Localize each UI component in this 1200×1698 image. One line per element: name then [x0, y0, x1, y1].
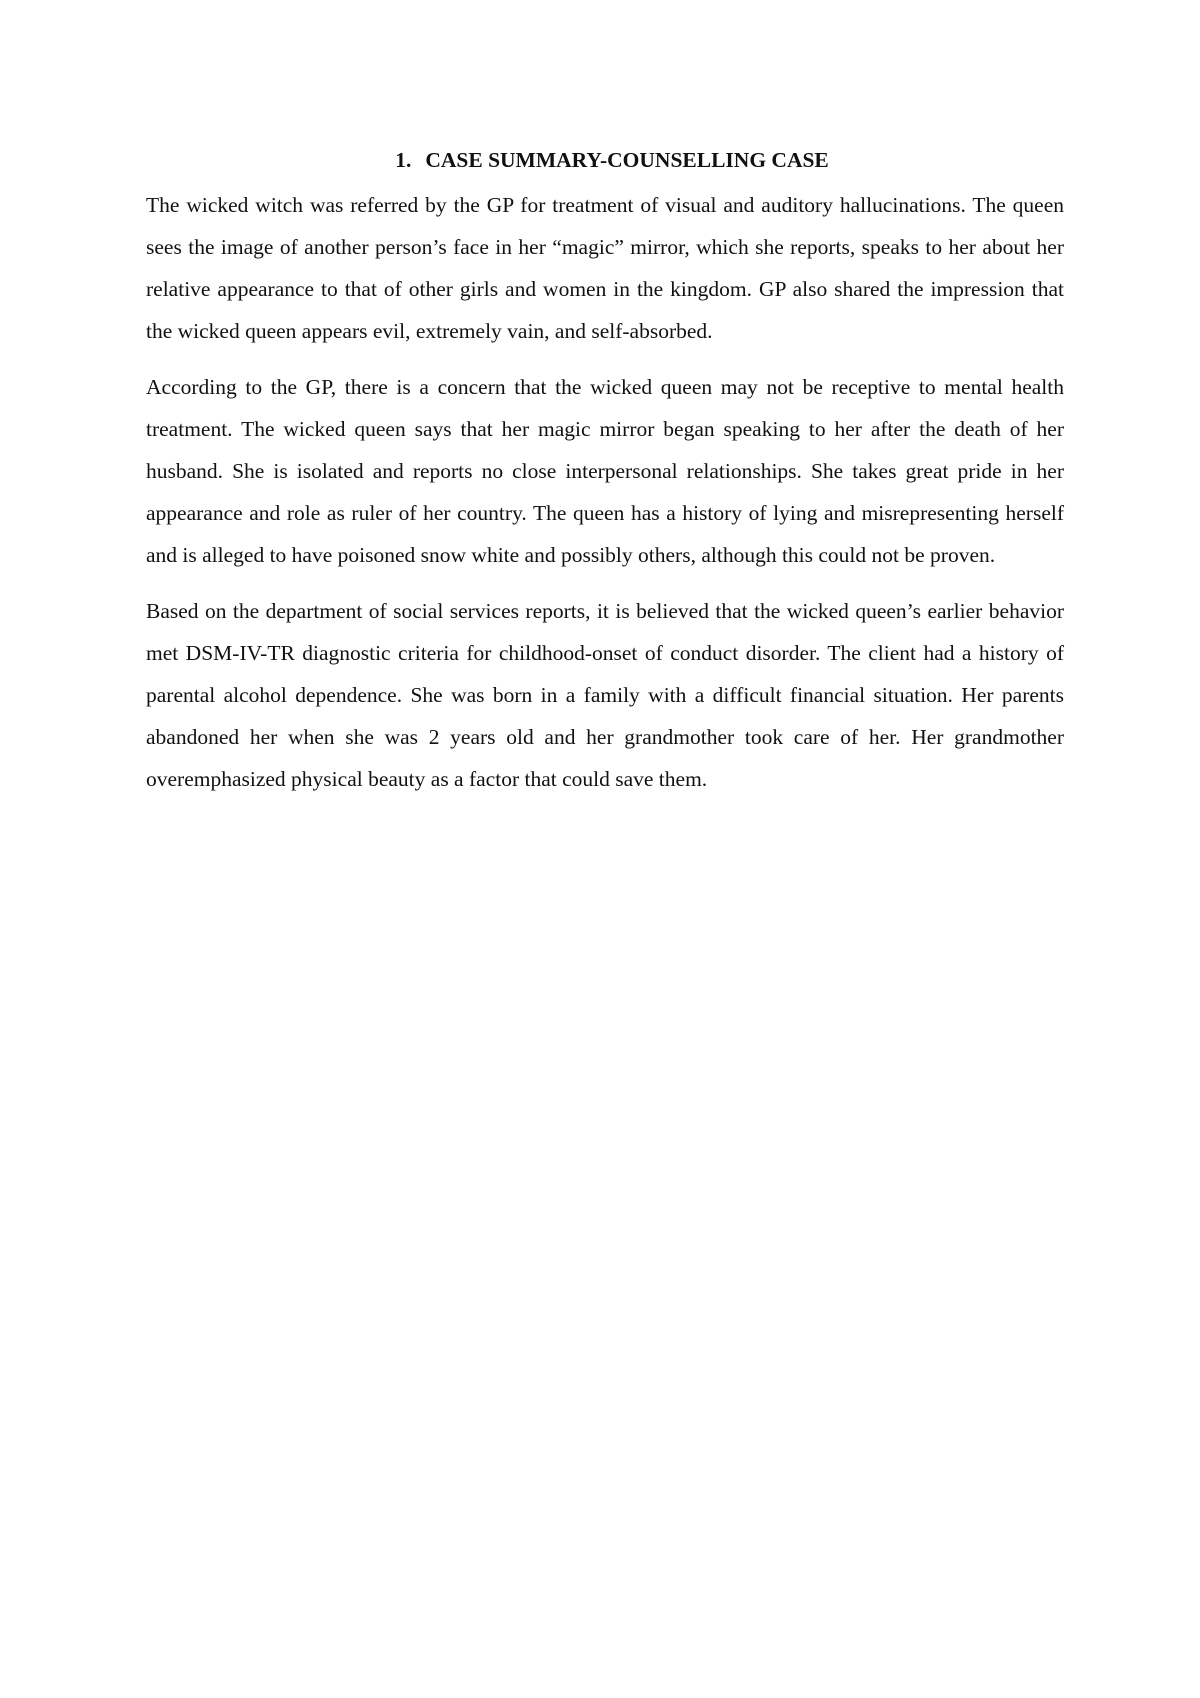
section-heading — [146, 142, 1064, 178]
paragraph-referral: The wicked witch was referred by the GP for treatment of visual and auditory hallucinations. The queen sees the image of another person’s face in her “magic” mirror, which she reports, speaks to her about her relative appearance to that of other girls and women in the kingdom. GP also shared the impression that the wicked queen appears evil, extremely vain, and self-absorbed. — [146, 193, 1064, 343]
section-number: 1. — [395, 148, 412, 172]
paragraph-background: Based on the department of social services reports, it is believed that the wicked queen’s earlier behavior met DSM-IV-TR diagnostic criteria for childhood-onset of conduct disorder. The client had a history of parental alcohol dependence. She was born in a family with a difficult financial situation. Her parents abandoned her when she was 2 years old and her grandmother took care of her. Her grandmother overemphasized physical beauty as a factor that could save them. — [146, 599, 1064, 791]
document-body — [146, 142, 1064, 814]
paragraph-gp-concern: According to the GP, there is a concern that the wicked queen may not be receptive to mental health treatment. The wicked queen says that her magic mirror began speaking to her after the death of her husband. She is isolated and reports no close interpersonal relationships. She takes great pride in her appearance and role as ruler of her country. The queen has a history of lying and misrepresenting herself and is alleged to have poisoned snow white and possibly others, although this could not be proven. — [146, 375, 1064, 567]
section-title: CASE SUMMARY-COUNSELLING CASE — [425, 148, 829, 172]
